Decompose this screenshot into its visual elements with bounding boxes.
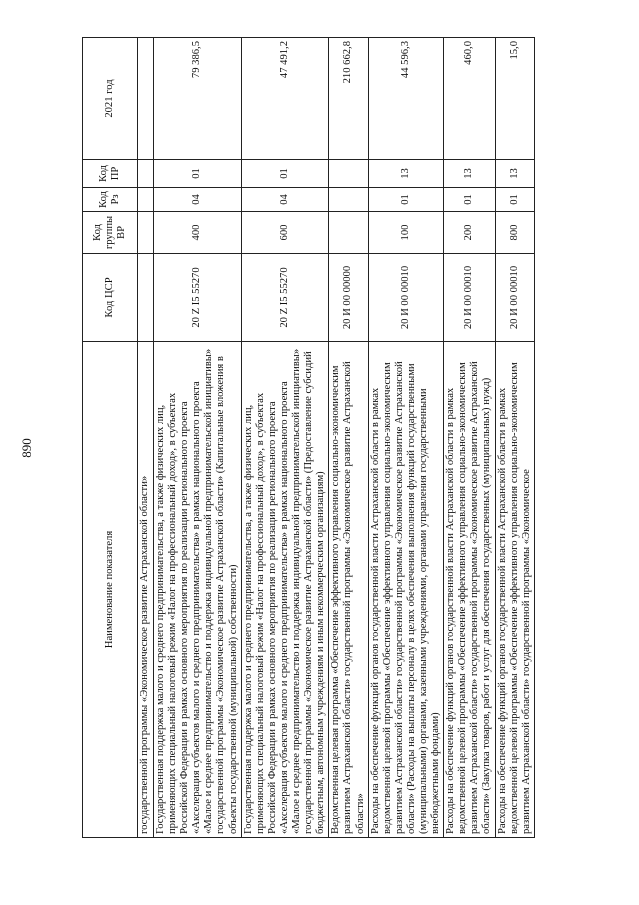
row-pr: 13	[495, 160, 534, 188]
table-header-row	[83, 38, 138, 838]
budget-table	[82, 37, 535, 838]
row-vr: 600	[241, 212, 329, 254]
row-csr: 20 И 00 00000	[329, 254, 368, 342]
row-pr	[138, 160, 154, 188]
row-rz: 04	[241, 188, 329, 212]
row-rz: 01	[495, 188, 534, 212]
row-pr	[329, 160, 368, 188]
row-sum: 79 386,5	[154, 38, 242, 160]
row-rz: 01	[444, 188, 495, 212]
row-csr: 20 Z I5 55270	[241, 254, 329, 342]
row-sum: 15,0	[495, 38, 534, 160]
header-pr: Код ПР	[83, 160, 138, 188]
table-row	[154, 38, 242, 838]
header-vr: Код группы ВР	[83, 212, 138, 254]
row-name: государственной программы «Экономическое развитие Астраханской области»	[138, 342, 154, 838]
table-row	[329, 38, 368, 838]
page-number: 890	[19, 438, 34, 458]
row-rz: 04	[154, 188, 242, 212]
row-sum	[138, 38, 154, 160]
row-name: Государственная поддержка малого и среднего предпринимательства, а также физических лиц, применяющих специальный налоговый режим «Налог на профессиональный доход», в субъектах Российской Федерации в рамках основного мероприятия по реализации регионального проекта «Акселерация субъектов малого и среднего предпринимательства» в рамках национального проекта «Малое и среднее предпринимательство и поддержка индивидуальной предпринимательской инициативы» государственной программы «Экономическое развитие Астраханской области» (Капитальные вложения в объекты государственной (муниципальной) собственности)	[154, 342, 242, 838]
row-rz	[329, 188, 368, 212]
row-csr: 20 И 00 00010	[444, 254, 495, 342]
row-name: Расходы на обеспечение функций органов государственной власти Астраханской области в рамках ведомственной целевой программы «Обеспечение эффективного управления социально-экономическим развитием Астраханской области» государственной программы «Экономическое развитие Астраханской области» (Закупка товаров, работ и услуг для обеспечения государственных (муниципальных) нужд)	[444, 342, 495, 838]
row-sum: 44 596,3	[368, 38, 444, 160]
row-pr: 01	[154, 160, 242, 188]
header-year: 2021 год	[83, 38, 138, 160]
row-name: Ведомственная целевая программа «Обеспечение эффективного управления социально-экономическим развитием Астраханской области» государственной программы «Экономическое развитие Астраханской области»	[329, 342, 368, 838]
row-pr: 13	[444, 160, 495, 188]
row-vr: 200	[444, 212, 495, 254]
row-pr: 01	[241, 160, 329, 188]
row-name: Расходы на обеспечение функций органов государственной власти Астраханской области в рамках ведомственной целевой программы «Обеспечение эффективного управления социально-экономическим развитием Астраханской области» государственной программы «Экономическое развитие Астраханской области» (Расходы на выплаты персоналу в целях обеспечения выполнения функций государственными (муниципальными) органами, казенными учреждениями, органами управления государственными внебюджетными фондами)	[368, 342, 444, 838]
header-csr: Код ЦСР	[83, 254, 138, 342]
header-name: Наименование показателя	[83, 342, 138, 838]
row-name: Государственная поддержка малого и среднего предпринимательства, а также физических лиц, применяющих специальный налоговый режим «Налог на профессиональный доход», в субъектах Российской Федерации в рамках основного мероприятия по реализации регионального проекта «Акселерация субъектов малого и среднего предпринимательства» в рамках национального проекта «Малое и среднее предпринимательство и поддержка индивидуальной предпринимательской инициативы» государственной программы «Экономическое развитие Астраханской области» (Предоставление субсидий бюджетным, автономным учреждениям и иным некоммерческим организациям)	[241, 342, 329, 838]
table-row	[495, 38, 534, 838]
row-name: Расходы на обеспечение функций органов государственной власти Астраханской области в рамках ведомственной целевой программы «Обеспечение эффективного управления социально-экономическим развитием Астраханской области» государственной программы «Экономическое	[495, 342, 534, 838]
row-csr: 20 Z I5 55270	[154, 254, 242, 342]
row-sum: 210 662,8	[329, 38, 368, 160]
table-row	[444, 38, 495, 838]
row-csr: 20 И 00 00010	[495, 254, 534, 342]
row-vr	[138, 212, 154, 254]
row-sum: 460,0	[444, 38, 495, 160]
row-vr: 400	[154, 212, 242, 254]
row-pr: 13	[368, 160, 444, 188]
row-sum: 47 491,2	[241, 38, 329, 160]
row-rz	[138, 188, 154, 212]
row-csr	[138, 254, 154, 342]
table-row	[241, 38, 329, 838]
row-vr: 800	[495, 212, 534, 254]
table-row	[138, 38, 154, 838]
table-row	[368, 38, 444, 838]
row-rz: 01	[368, 188, 444, 212]
rotated-page	[82, 38, 626, 838]
header-rz: Код Рз	[83, 188, 138, 212]
row-vr: 100	[368, 212, 444, 254]
row-vr	[329, 212, 368, 254]
row-csr: 20 И 00 00010	[368, 254, 444, 342]
